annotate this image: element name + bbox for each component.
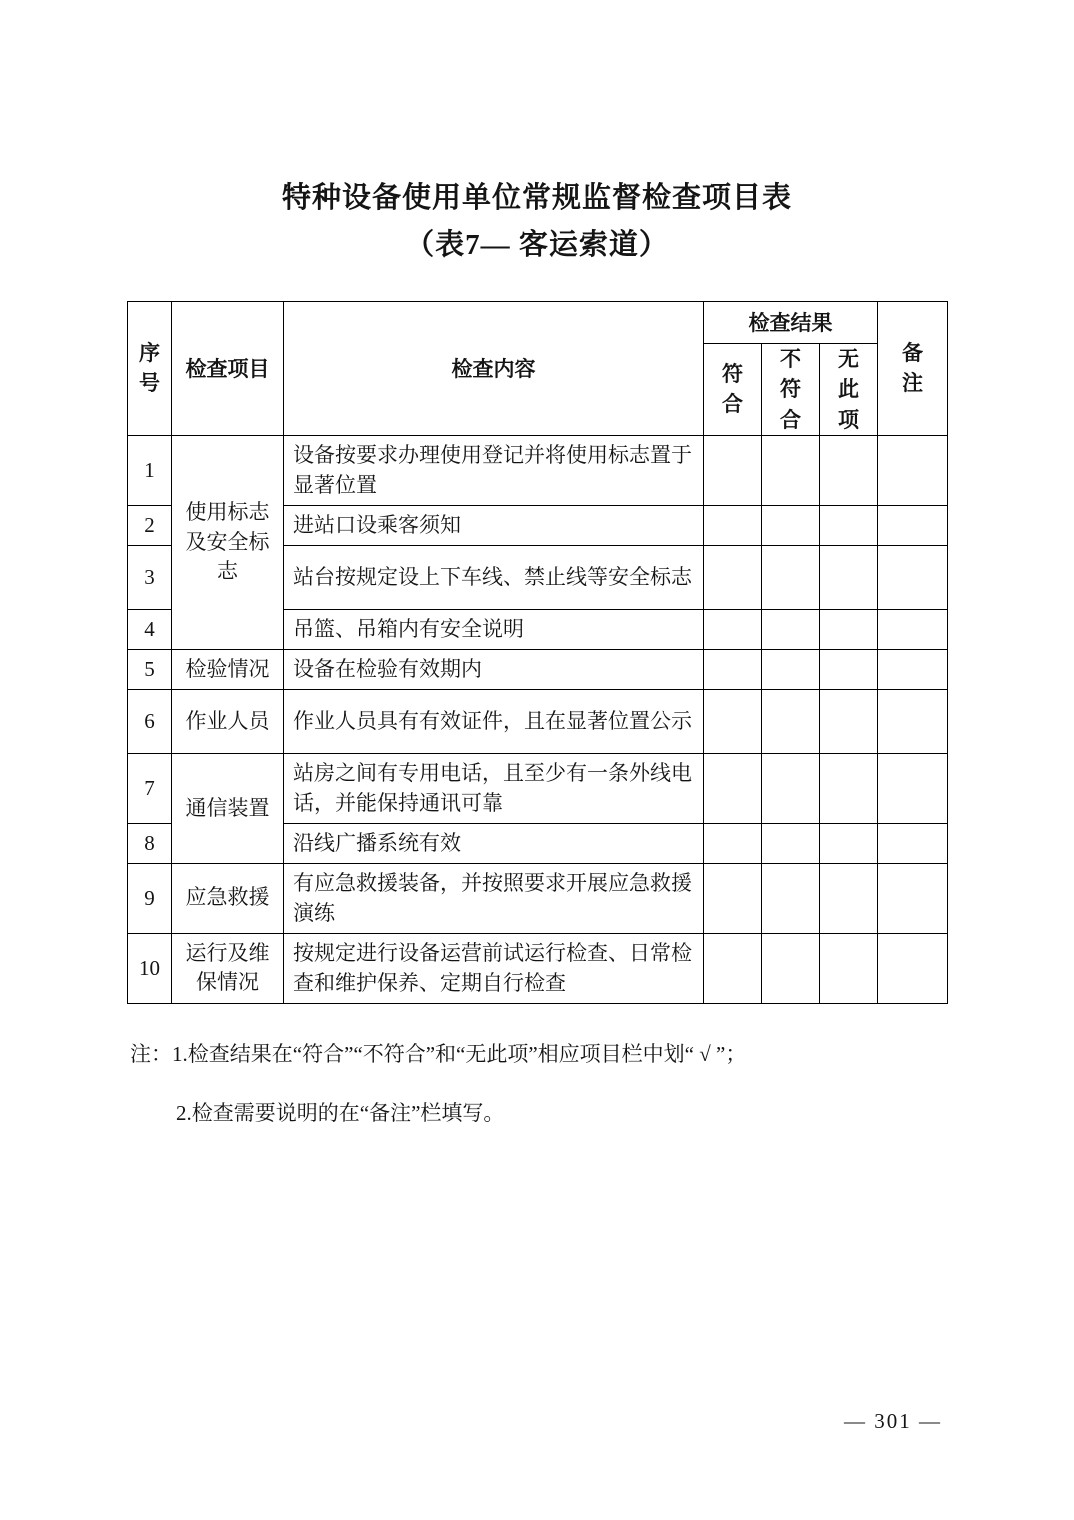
result-cell [820,609,878,649]
result-cell [762,933,820,1003]
row-no: 8 [128,823,172,863]
remark-cell [878,863,948,933]
result-cell [762,609,820,649]
row-no: 1 [128,436,172,506]
table-header-row-1 [128,301,948,343]
header-content: 检查内容 [284,301,704,435]
row-content: 按规定进行设备运营前试运行检查、日常检查和维护保养、定期自行检查 [284,933,704,1003]
result-cell [820,823,878,863]
row-item: 作业人员 [172,689,284,753]
result-cell [704,863,762,933]
row-content: 作业人员具有有效证件，且在显著位置公示 [284,689,704,753]
result-cell [762,823,820,863]
page-subtitle: （表7— 客运索道） [405,228,669,261]
inspection-table [127,301,948,1004]
row-no: 7 [128,753,172,823]
header-result: 检查结果 [704,301,878,343]
header-no-label: 序号 [138,340,160,396]
result-cell [704,649,762,689]
result-cell [704,823,762,863]
row-content: 有应急救援装备，并按照要求开展应急救援演练 [284,863,704,933]
row-content: 设备按要求办理使用登记并将使用标志置于显著位置 [284,436,704,506]
result-cell [704,545,762,609]
row-no: 2 [128,505,172,545]
header-remark [878,301,948,435]
header-result-conform [704,343,762,435]
result-cell [762,545,820,609]
remark-cell [878,609,948,649]
row-content: 吊篮、吊箱内有安全说明 [284,609,704,649]
title-block [0,0,1074,263]
remark-cell [878,689,948,753]
result-cell [762,753,820,823]
remark-cell [878,505,948,545]
result-cell [704,436,762,506]
result-cell [820,933,878,1003]
result-cell [820,689,878,753]
header-result-conform-label: 符合 [721,361,743,417]
header-result-na [820,343,878,435]
result-cell [820,436,878,506]
result-cell [820,649,878,689]
remark-cell [878,649,948,689]
result-cell [704,933,762,1003]
header-no [128,301,172,435]
row-item: 通信装置 [172,753,284,863]
result-cell [762,505,820,545]
header-result-na-label: 无此项 [838,346,859,432]
remark-cell [878,823,948,863]
table-row [128,753,948,823]
table-row [128,933,948,1003]
header-result-nonconform [762,343,820,435]
row-content: 设备在检验有效期内 [284,649,704,689]
table-row [128,649,948,689]
remark-cell [878,933,948,1003]
remark-cell [878,753,948,823]
result-cell [820,545,878,609]
row-no: 5 [128,649,172,689]
header-result-nonconform-label: 不符合 [779,346,801,432]
row-item: 检验情况 [172,649,284,689]
result-cell [704,753,762,823]
row-item: 使用标志及安全标志 [172,436,284,650]
header-item: 检查项目 [172,301,284,435]
remark-cell [878,545,948,609]
row-item: 应急救援 [172,863,284,933]
remark-cell [878,436,948,506]
note-line-2: 2.检查需要说明的在“备注”栏填写。 [176,1100,505,1125]
row-content: 站台按规定设上下车线、禁止线等安全标志 [284,545,704,609]
table-row [128,689,948,753]
table-row [128,436,948,506]
result-cell [704,689,762,753]
row-no: 6 [128,689,172,753]
row-content: 沿线广播系统有效 [284,823,704,863]
result-cell [820,753,878,823]
header-remark-label: 备注 [902,340,923,396]
row-no: 3 [128,545,172,609]
page-number: — 301 — [844,1409,942,1433]
result-cell [762,863,820,933]
row-content: 进站口设乘客须知 [284,505,704,545]
result-cell [762,649,820,689]
page-title: 特种设备使用单位常规监督检查项目表 [281,182,792,214]
note-line-1: 注：1.检查结果在“符合”“不符合”和“无此项”相应项目栏中划“ √ ”； [130,1041,747,1066]
row-no: 10 [128,933,172,1003]
result-cell [820,505,878,545]
row-content: 站房之间有专用电话，且至少有一条外线电话，并能保持通讯可靠 [284,753,704,823]
result-cell [704,609,762,649]
table-row [128,863,948,933]
row-no: 4 [128,609,172,649]
result-cell [762,689,820,753]
row-item: 运行及维保情况 [172,933,284,1003]
result-cell [762,436,820,506]
result-cell [820,863,878,933]
result-cell [704,505,762,545]
notes-block [130,1040,1074,1129]
row-no: 9 [128,863,172,933]
